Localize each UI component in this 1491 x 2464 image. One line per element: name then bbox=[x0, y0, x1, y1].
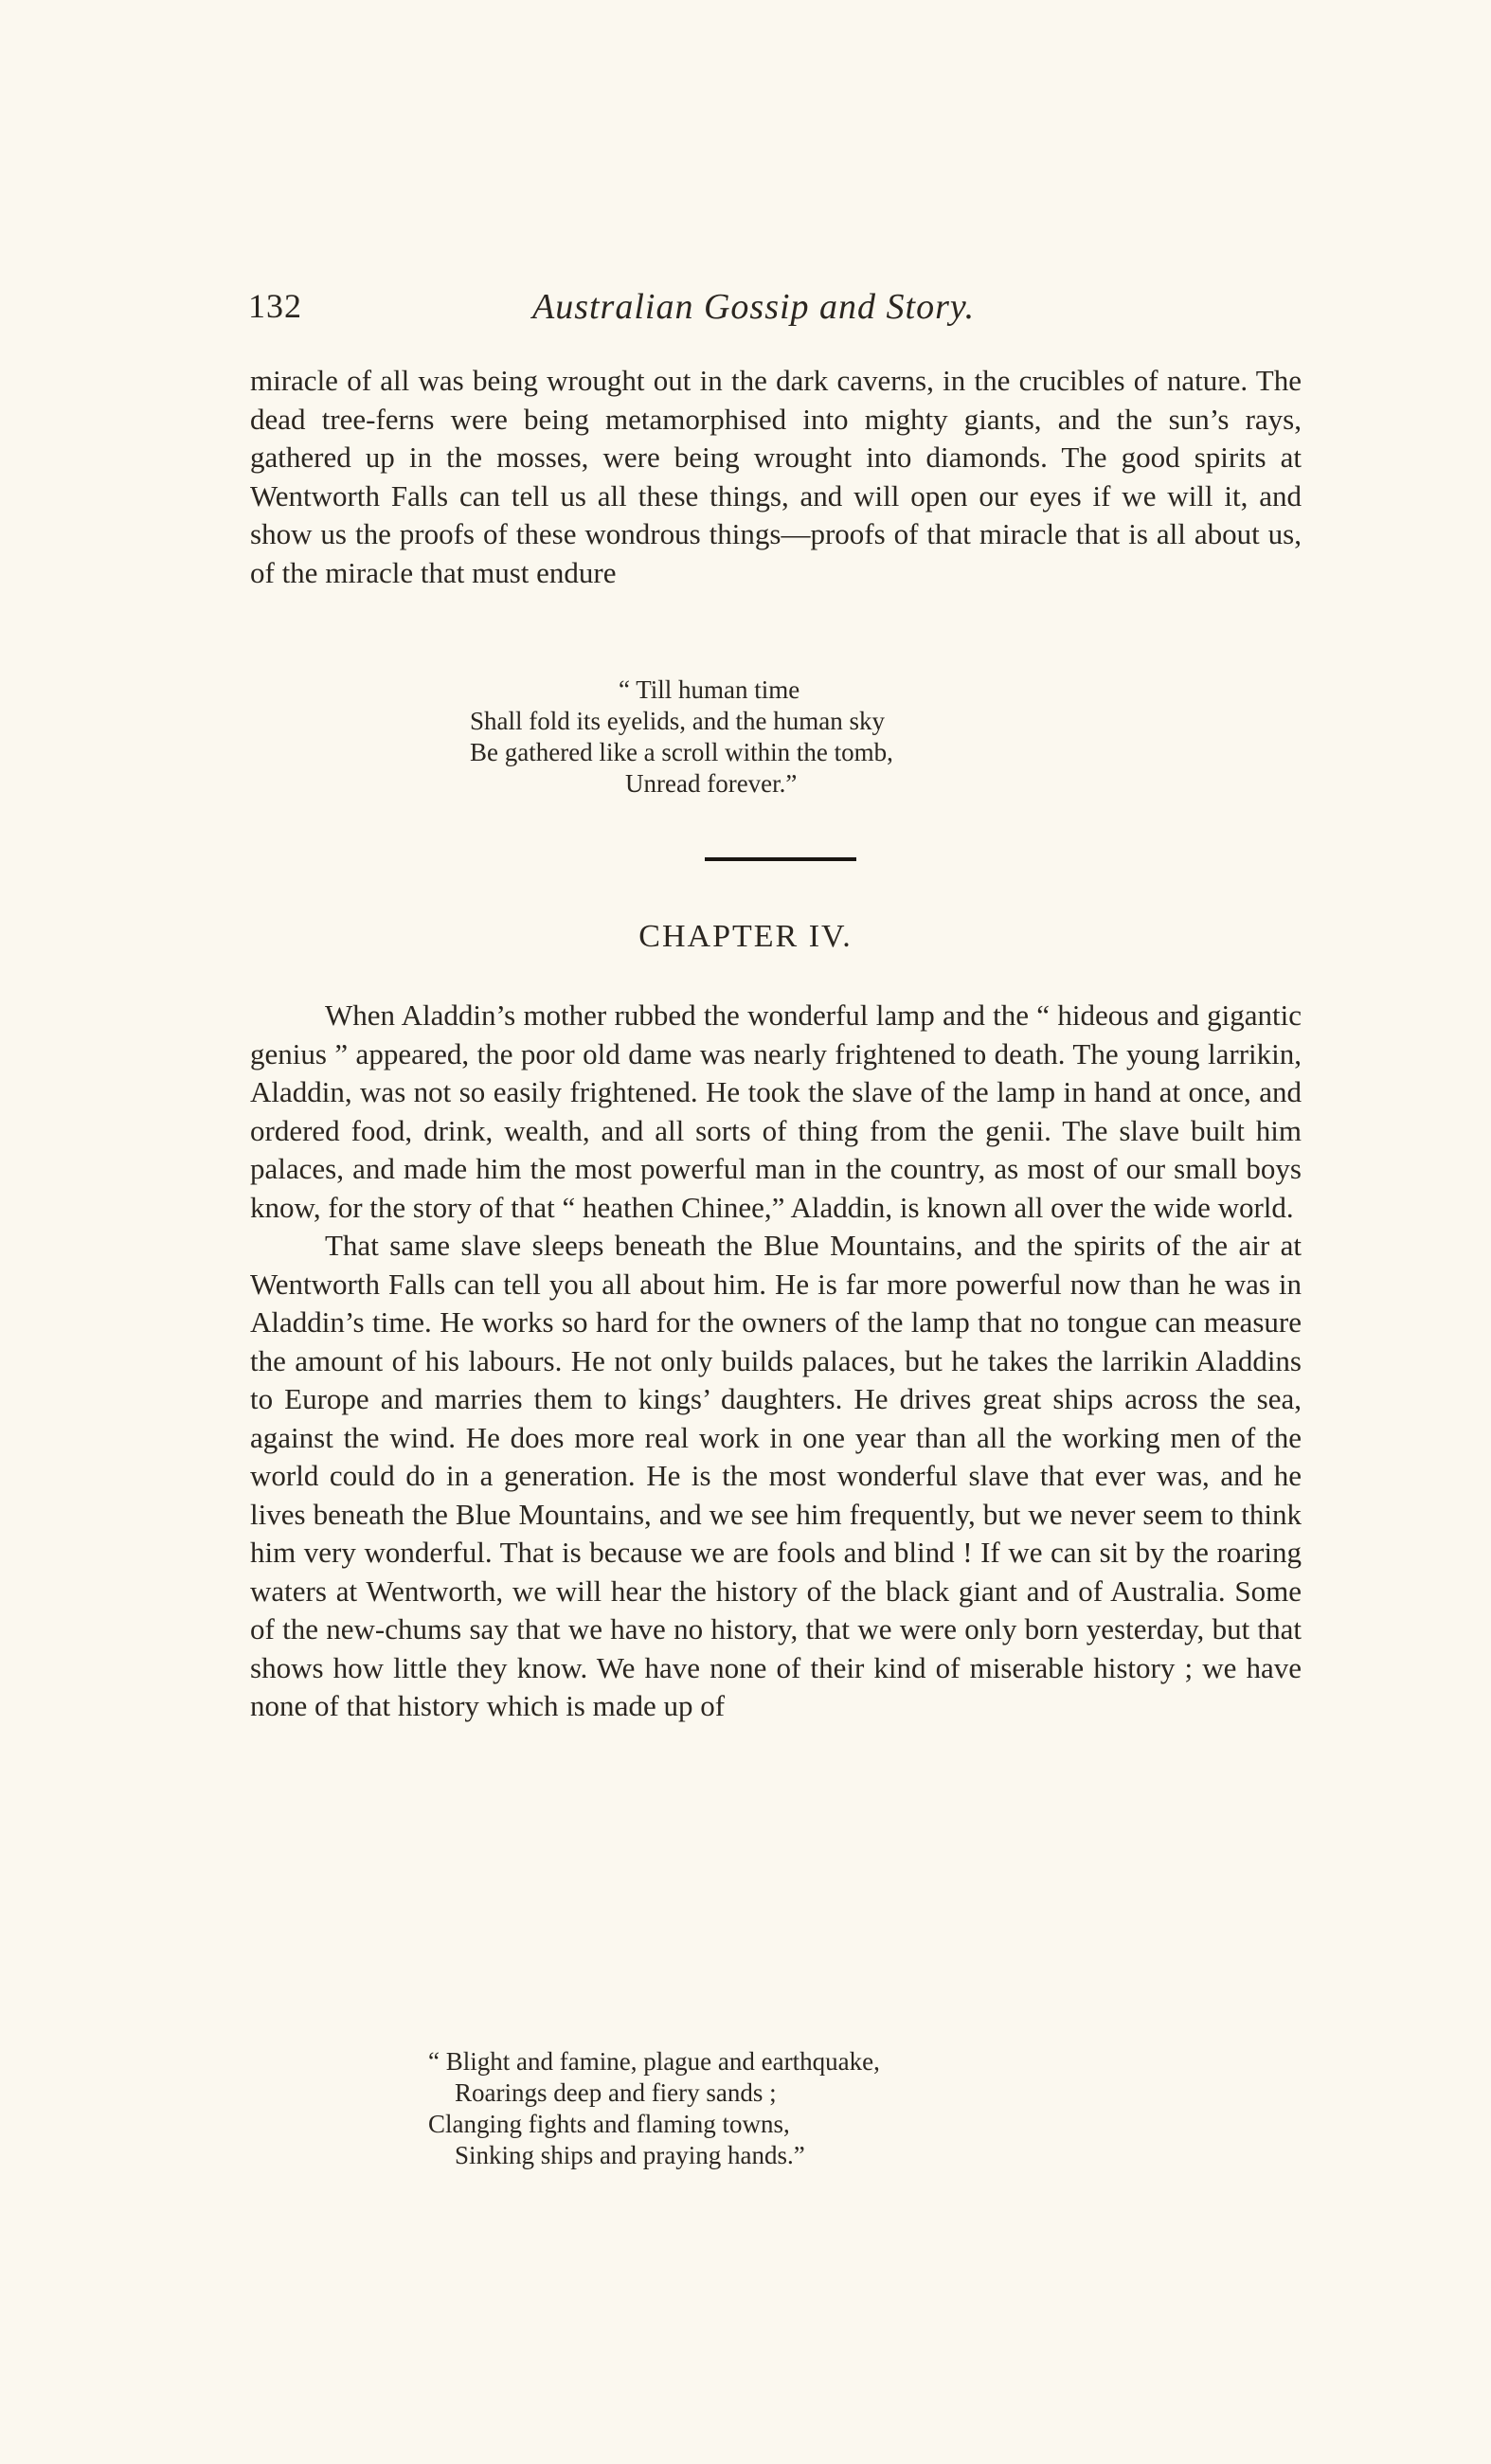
running-head bbox=[248, 286, 1300, 333]
chapter-heading: CHAPTER IV. bbox=[638, 919, 853, 954]
verse-two bbox=[428, 2046, 880, 2171]
verse-two-line-2: Roarings deep and fiery sands ; bbox=[455, 2078, 777, 2107]
verse-two-line-1: “ Blight and famine, plague and earthquake, bbox=[428, 2047, 880, 2076]
verse-two-line-4: Sinking ships and praying hands.” bbox=[455, 2141, 805, 2169]
running-title: Australian Gossip and Story. bbox=[532, 287, 976, 327]
opening-paragraph-block bbox=[250, 362, 1302, 592]
body-paragraph-1: When Aladdin’s mother rubbed the wonderful lamp and the “ hideous and gigantic genius ” appeared, the poor old dame was nearly frightened to death. The young larrikin, Aladdin, was not so easily frightened. He took the slave of the lamp in hand at once, and ordered food, drink, wealth, and all sorts of thing from the genii. The slave built him palaces, and made him the most powerful man in the country, as most of our small boys know, for the story of that “ heathen Chinee,” Aladdin, is known all over the wide world. bbox=[250, 998, 1302, 1224]
page-number: 132 bbox=[248, 287, 302, 325]
section-divider-rule bbox=[705, 857, 856, 861]
chapter-body bbox=[250, 997, 1302, 1726]
opening-paragraph: miracle of all was being wrought out in the dark caverns, in the crucibles of nature. The dead tree-ferns were being metamorphised into mighty giants, and the sun’s rays, gathered up in the mosses, were being wrought into diamonds. The good spirits at Wentworth Falls can tell us all these things, and will open our eyes if we will it, and show us the proofs of these wondrous things—proofs of that miracle that is all about us, of the miracle that must endure bbox=[250, 364, 1302, 589]
body-paragraph-2: That same slave sleeps beneath the Blue Mountains, and the spirits of the air at Wentworth Falls can tell you all about him. He is far more powerful now than he was in Aladdin’s time. He works so hard for the owners of the lamp that no tongue can measure the amount of his labours. He not only builds palaces, but he takes the larrikin Aladdins to Europe and marries them to kings’ daughters. He drives great ships across the sea, against the wind. He does more real work in one year than all the working men of the world could do in a generation. He is the most wonderful slave that ever was, and he lives beneath the Blue Mountains, and we see him frequently, but we never seem to think him very wonderful. That is because we are fools and blind ! If we can sit by the roaring waters at Wentworth, we will hear the history of the black giant and of Australia. Some of the new-chums say that we have no history, that we were only born yesterday, but that shows how little they know. We have none of their kind of miserable history ; we have none of that history which is made up of bbox=[250, 1229, 1302, 1722]
verse-one bbox=[464, 674, 893, 800]
verse-one-line-3: Be gathered like a scroll within the tomb, bbox=[470, 738, 893, 766]
verse-one-line-1: “ Till human time bbox=[619, 675, 800, 704]
verse-one-line-2: Shall fold its eyelids, and the human sky bbox=[470, 707, 885, 735]
verse-one-line-4: Unread forever.” bbox=[625, 769, 798, 798]
verse-two-line-3: Clanging fights and flaming towns, bbox=[428, 2110, 790, 2138]
